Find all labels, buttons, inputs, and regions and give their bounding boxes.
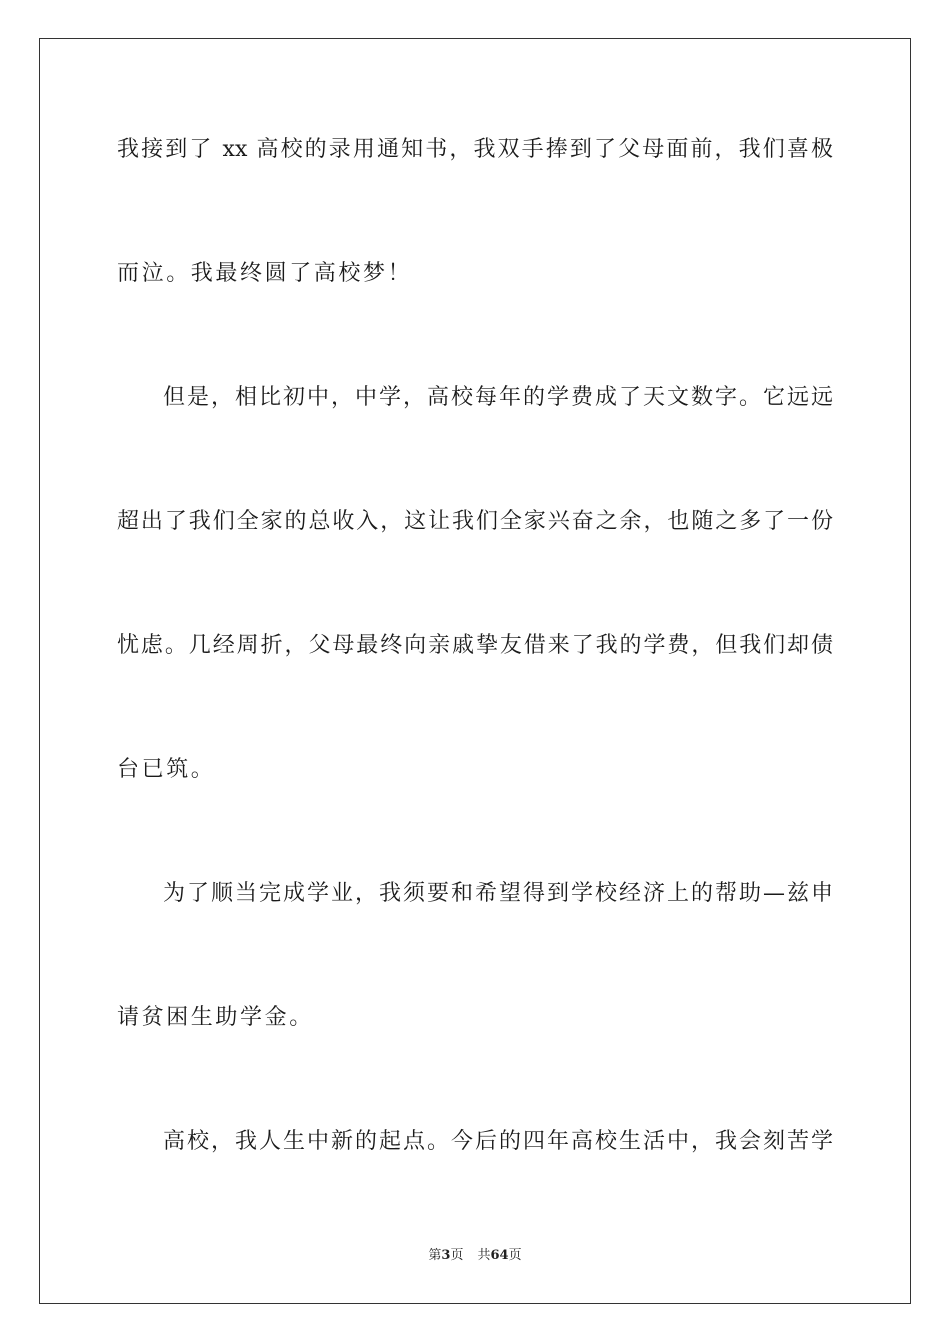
page-prefix: 第	[428, 1248, 442, 1263]
total-prefix: 共	[477, 1248, 491, 1263]
body-line-1: 我接到了 xx 高校的录用通知书，我双手捧到了父母面前，我们喜极	[117, 137, 833, 162]
page-border	[39, 38, 911, 1304]
paragraph-4-line-1: 高校，我人生中新的起点。今后的四年高校生活中，我会刻苦学	[163, 1129, 833, 1154]
page-suffix: 页	[450, 1248, 464, 1263]
total-pages: 64	[490, 1248, 509, 1263]
total-suffix: 页	[508, 1248, 522, 1263]
paragraph-2-line-1: 但是，相比初中，中学，高校每年的学费成了天文数字。它远远	[163, 385, 833, 410]
paragraph-2-line-2: 超出了我们全家的总收入，这让我们全家兴奋之余，也随之多了一份	[117, 509, 833, 534]
paragraph-3-line-1: 为了顺当完成学业，我须要和希望得到学校经济上的帮助—兹申	[163, 881, 833, 906]
paragraph-3-line-2: 请贫困生助学金。	[117, 1005, 314, 1030]
paragraph-2-line-3: 忧虑。几经周折，父母最终向亲戚挚友借来了我的学费，但我们却债	[117, 633, 833, 658]
paragraph-2-line-4: 台已筑。	[117, 757, 216, 782]
body-line-2: 而泣。我最终圆了高校梦！	[117, 261, 413, 286]
page-footer	[0, 1247, 950, 1265]
page-number: 3	[441, 1248, 451, 1263]
